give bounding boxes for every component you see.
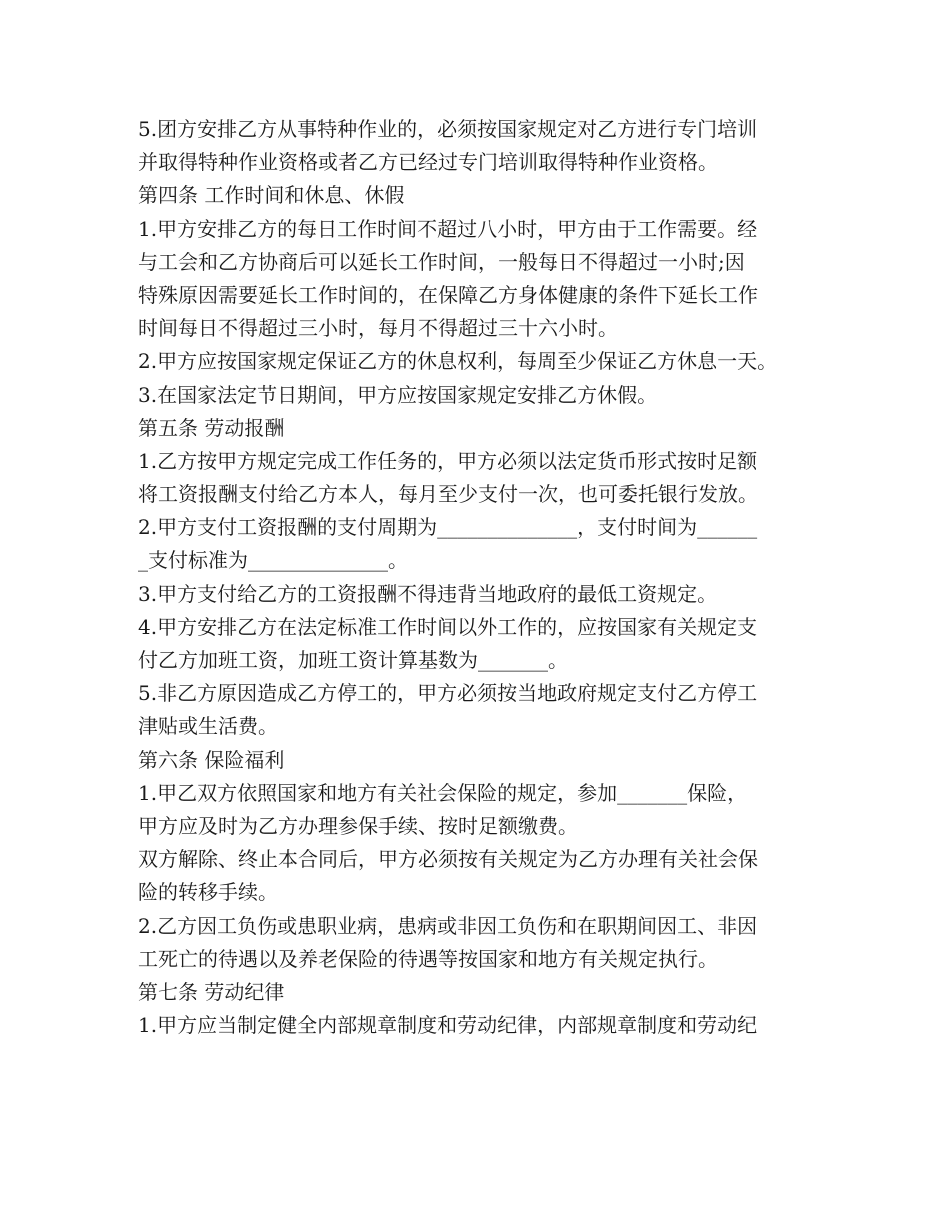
text-line: 1.乙方按甲方规定完成工作任务的，甲方必须以法定货币形式按时足额	[138, 448, 758, 473]
text-line: 与工会和乙方协商后可以延长工作时间，一般每日不得超过一小时;因	[138, 249, 745, 274]
text-line: 1.甲方应当制定健全内部规章制度和劳动纪律，内部规章制度和劳动纪	[138, 1013, 758, 1038]
text-line: 5.团方安排乙方从事特种作业的，必须按国家规定对乙方进行专门培训	[138, 117, 758, 141]
text-line: 4.甲方安排乙方在法定标准工作时间以外工作的，应按国家有关规定支	[138, 614, 758, 639]
text-line: 双方解除、终止本合同后，甲方必须按有关规定为乙方办理有关社会保	[138, 847, 758, 872]
document-body	[138, 113, 828, 1042]
text-line: 时间每日不得超过三小时，每月不得超过三十六小时。	[138, 316, 618, 341]
section-heading: 第七条 劳动纪律	[138, 979, 285, 1004]
text-line: 特殊原因需要延长工作时间的，在保障乙方身体健康的条件下延长工作	[138, 282, 758, 307]
text-line: 甲方应及时为乙方办理参保手续、按时足额缴费。	[138, 813, 578, 838]
section-heading: 第五条 劳动报酬	[138, 415, 285, 440]
text-line: 1.甲方安排乙方的每日工作时间不超过八小时，甲方由于工作需要。经	[138, 216, 758, 241]
text-line: 5.非乙方原因造成乙方停工的，甲方必须按当地政府规定支付乙方停工	[138, 681, 758, 706]
text-line: 工死亡的待遇以及养老保险的待遇等按国家和地方有关规定执行。	[138, 946, 718, 971]
text-line: 2.甲方支付工资报酬的支付周期为______________，支付时间为______	[138, 515, 758, 540]
text-line: 并取得特种作业资格或者乙方已经过专门培训取得特种作业资格。	[138, 150, 718, 175]
section-heading: 第四条 工作时间和休息、休假	[138, 183, 405, 208]
text-line: 付乙方加班工资，加班工资计算基数为_______。	[138, 648, 568, 672]
text-line: 险的转移手续。	[138, 880, 278, 905]
text-line: 津贴或生活费。	[138, 714, 278, 739]
section-heading: 第六条 保险福利	[138, 747, 285, 772]
text-line: 2.甲方应按国家规定保证乙方的休息权利，每周至少保证乙方休息一天。	[138, 349, 778, 374]
text-line: 1.甲乙双方依照国家和地方有关社会保险的规定，参加_______保险，	[138, 780, 748, 805]
text-line: 将工资报酬支付给乙方本人，每月至少支付一次，也可委托银行发放。	[138, 482, 758, 507]
text-line: _支付标准为______________。	[138, 548, 408, 573]
text-line: 2.乙方因工负伤或患职业病，患病或非因工负伤和在职期间因工、非因	[138, 913, 758, 938]
text-line: 3.甲方支付给乙方的工资报酬不得违背当地政府的最低工资规定。	[138, 581, 718, 606]
text-line: 3.在国家法定节日期间，甲方应按国家规定安排乙方休假。	[138, 382, 658, 407]
